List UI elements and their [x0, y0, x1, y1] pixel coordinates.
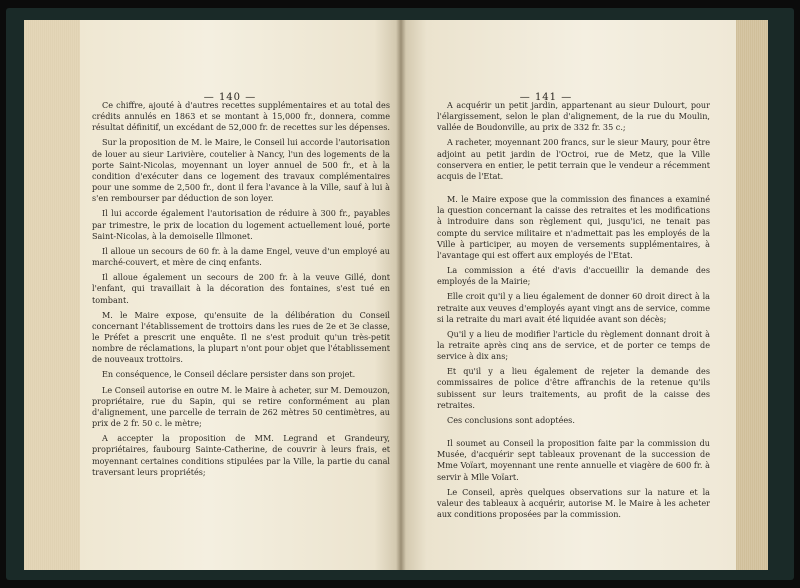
book-gutter	[396, 20, 406, 570]
page-edges-left	[24, 20, 86, 570]
page-number: — 141 —	[519, 92, 573, 103]
paragraph: Le Conseil autorise en outre M. le Maire à acheter, sur M. Demouzon, propriétaire, rue du Sapin, qui se retire conformément au plan d'alignement, une parcelle de terrain de 262 mètres 50 centimètres, au prix de 2 fr. 50 c. le mètre;	[92, 384, 390, 429]
paragraph: Et qu'il y a lieu également de rejeter la demande des commissaires de police d'être affranchis de la retenue qu'ils subissent sur leurs traitements, au profit de la caisse des retraites.	[437, 366, 710, 410]
paragraph: Il alloue également un secours de 200 fr. à la veuve Gillé, dont l'enfant, qui travaillait à la décoration des fontaines, s'est tué en tombant.	[92, 272, 390, 305]
paragraph: Il lui accorde également l'autorisation de réduire à 300 fr., payables par trimestre, le prix de location du logement actuellement loué, porte Saint-Nicolas, à la demoiselle Illmonet.	[92, 208, 390, 241]
paragraph: M. le Maire expose, qu'ensuite de la délibération du Conseil concernant l'établissement de trottoirs dans les rues de 2e et 3e classe, le Préfet a prescrit une enquête. Il ne s'est produit qu'un très-petit nombre de réclamations, la plupart n'ont pour objet que l'établissement de nouveaux trottoirs.	[92, 309, 390, 365]
paragraph: A acquérir un petit jardin, appartenant au sieur Dulourt, pour l'élargissement, selon le plan d'alignement, de la rue du Moulin, vallée de Boudonville, au prix de 332 fr. 35 c.;	[437, 100, 710, 133]
paragraph: Ces conclusions sont adoptées.	[447, 414, 575, 425]
paragraph: Il alloue un secours de 60 fr. à la dame Engel, veuve d'un employé au marché-couvert, et mère de cinq enfants.	[92, 245, 390, 268]
paragraph: Le Conseil, après quelques observations sur la nature et la valeur des tableaux à acquérir, autorise M. le Maire à les acheter aux conditions proposées par la commission.	[437, 486, 710, 519]
page-number: — 140 —	[203, 92, 257, 103]
paragraph: M. le Maire expose que la commission des finances a examiné la question concernant la caisse des retraites et les modifications à introduire dans son règlement qui, jusqu'ici, ne tenait pas compte du service militaire et n'admettait pas les employés de la Ville à participer, au moyen de versements supplémentaires, à l'avantage qui est offert aux employés de l'Etat.	[437, 194, 710, 260]
paragraph: Elle croit qu'il y a lieu également de donner 60 droit direct à la retraite aux veuves d'employés ayant vingt ans de service, comme si la retraite du mari avait été liquidée avant son décès;	[437, 291, 710, 324]
page-edges-right	[734, 20, 768, 570]
paragraph: Il soumet au Conseil la proposition faite par la commission du Musée, d'acquérir sept tableaux provenant de la succession de Mme Voïart, moyennant une rente annuelle et viagère de 600 fr. à servir à Mlle Voïart.	[437, 438, 710, 482]
paragraph: Qu'il y a lieu de modifier l'article du règlement donnant droit à la retraite après cinq ans de service, et de porter ce temps de service à dix ans;	[437, 328, 710, 362]
paragraph: A racheter, moyennant 200 francs, sur le sieur Maury, pour être adjoint au petit jardin de l'Octroi, rue de Metz, que la Ville conservera en entier, le petit terrain que le vendeur a récemment acquis de l'Etat.	[437, 137, 710, 181]
paragraph: La commission a été d'avis d'accueillir la demande des employés de la Mairie;	[437, 265, 710, 287]
paragraph: Ce chiffre, ajouté à d'autres recettes supplémentaires et au total des crédits annulés en 1863 et se montant à 15,000 fr., donnera, comme résultat définitif, un excédant de 52,000 fr. de recettes sur les dépenses.	[92, 100, 390, 133]
paragraph: A accepter la proposition de MM. Legrand et Grandeury, propriétaires, faubourg Sainte-Catherine, de couvrir à leurs frais, et moyennant certaines conditions stipulées par la Ville, la partie du canal traversant leurs propriétés;	[92, 433, 390, 477]
right-page-text	[437, 100, 710, 524]
paragraph: En conséquence, le Conseil déclare persister dans son projet.	[102, 369, 356, 380]
left-page-text	[92, 100, 390, 482]
paragraph: Sur la proposition de M. le Maire, le Conseil lui accorde l'autorisation de louer au sieur Larivière, coutelier à Nancy, l'un des logements de la porte Saint-Nicolas, moyennant un loyer annuel de 500 fr., et à la condition d'exécuter dans ce logement des travaux complémentaires pour une somme de 2,500 fr., dont il fera l'avance à la Ville, sauf à lui à s'en rembourser par déduction de son loyer.	[92, 137, 390, 204]
